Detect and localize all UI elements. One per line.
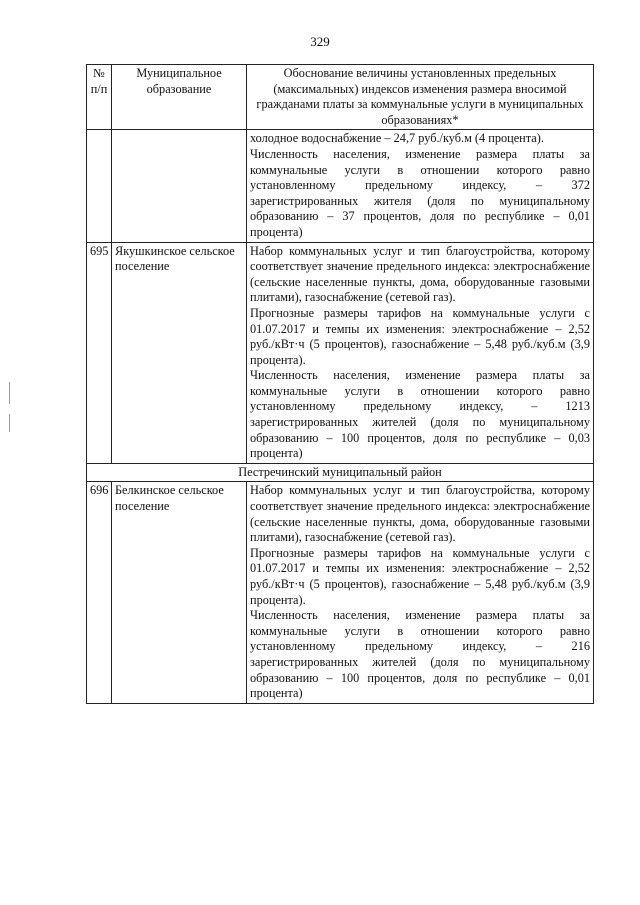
justification-paragraph: Набор коммунальных услуг и тип благоустройства, которому соответствует значение предельного индекса: электроснабжение (сельские населенные пункты, дома, оборудованные газовыми плитами), газоснабжение (сетевой газ). <box>250 243 590 305</box>
table-row <box>87 242 594 463</box>
scan-margin-mark <box>9 414 10 432</box>
table-row <box>87 482 594 703</box>
justification-paragraph: Прогнозные размеры тарифов на коммунальные услуги с 01.07.2017 и темпы их изменения: электроснабжение – 2,52 руб./кВт·ч (5 процентов), газоснабжение – 5,48 руб./куб.м (3,9 процента). <box>250 305 590 367</box>
row-municipality <box>112 130 247 242</box>
tariff-index-table <box>86 64 594 704</box>
justification-paragraph: Численность населения, изменение размера платы за коммунальные услуги в отношении которого равно установленному предельному индексу, – 1213 зарегистрированных жителей (доля по муниципальному образованию – 100 процентов, доля по республике – 0,03 процента) <box>250 368 590 461</box>
row-justification <box>247 242 594 463</box>
row-number: 696 <box>87 482 112 703</box>
header-justification: Обоснование величины установленных предельных (максимальных) индексов изменения размера вносимой гражданами платы за коммунальные услуги в муниципальных образованиях* <box>247 65 594 130</box>
row-number <box>87 130 112 242</box>
header-number: № п/п <box>87 65 112 130</box>
justification-paragraph: Численность населения, изменение размера платы за коммунальные услуги в отношении которого равно установленному предельному индексу, – 372 зарегистрированных жителя (доля по муниципальному образованию – 37 процентов, доля по республике – 0,01 процента) <box>250 146 590 239</box>
justification-paragraph: Набор коммунальных услуг и тип благоустройства, которому соответствует значение предельного индекса: электроснабжение (сельские населенные пункты, дома, оборудованные газовыми плитами), газоснабжение (сетевой газ). <box>250 483 590 545</box>
page-number: 329 <box>310 34 330 49</box>
table-row <box>87 130 594 242</box>
row-municipality: Белкинское сельское поселение <box>112 482 247 703</box>
table-header-row <box>87 65 594 130</box>
row-justification <box>247 482 594 703</box>
scan-margin-mark <box>9 382 10 404</box>
header-municipality: Муниципальное образование <box>112 65 247 130</box>
justification-paragraph: Прогнозные размеры тарифов на коммунальные услуги с 01.07.2017 и темпы их изменения: электроснабжение – 2,52 руб./кВт·ч (5 процентов), газоснабжение – 5,48 руб./куб.м (3,9 процента). <box>250 545 590 607</box>
row-number: 695 <box>87 242 112 463</box>
justification-paragraph: Численность населения, изменение размера платы за коммунальные услуги в отношении которого равно установленному предельному индексу, – 216 зарегистрированных жителей (доля по муниципальному образованию – 100 процентов, доля по республике – 0,01 процента) <box>250 608 590 701</box>
district-row <box>87 463 594 482</box>
justification-paragraph: холодное водоснабжение – 24,7 руб./куб.м (4 процента). <box>250 131 544 146</box>
row-justification <box>247 130 594 242</box>
district-heading: Пестречинский муниципальный район <box>87 463 594 482</box>
row-municipality: Якушкинское сельское поселение <box>112 242 247 463</box>
